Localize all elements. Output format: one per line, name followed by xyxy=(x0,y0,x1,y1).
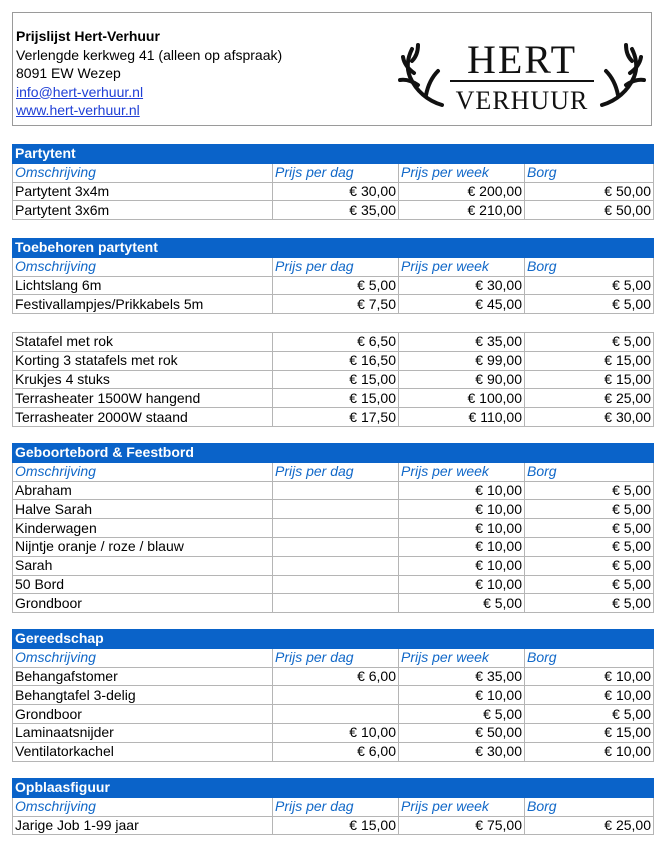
deposit: € 5,00 xyxy=(525,705,654,724)
price-per-day: € 15,00 xyxy=(273,816,399,835)
price-per-week: € 10,00 xyxy=(399,686,525,705)
price-per-week: € 30,00 xyxy=(399,742,525,761)
column-header-row xyxy=(13,797,654,816)
section-header-cell xyxy=(525,779,654,798)
item-description: Partytent 3x6m xyxy=(13,201,273,220)
table-row xyxy=(13,276,654,295)
column-header-row xyxy=(13,163,654,182)
item-description: Terrasheater 1500W hangend xyxy=(13,389,273,408)
table-row xyxy=(13,816,654,835)
deposit: € 15,00 xyxy=(525,351,654,370)
price-per-week: € 10,00 xyxy=(399,537,525,556)
item-description: Halve Sarah xyxy=(13,500,273,519)
deposit: € 10,00 xyxy=(525,742,654,761)
table-row xyxy=(13,519,654,538)
section-header-cell xyxy=(273,444,399,463)
price-per-day: € 7,50 xyxy=(273,295,399,314)
section-table xyxy=(12,144,654,220)
column-header: Prijs per week xyxy=(399,163,525,182)
column-header: Borg xyxy=(525,163,654,182)
section-header-row xyxy=(13,444,654,463)
website-link[interactable]: www.hert-verhuur.nl xyxy=(16,102,140,118)
deposit: € 5,00 xyxy=(525,295,654,314)
item-description: Lichtslang 6m xyxy=(13,276,273,295)
deposit: € 5,00 xyxy=(525,519,654,538)
deposit: € 5,00 xyxy=(525,575,654,594)
item-description: Terrasheater 2000W staand xyxy=(13,408,273,427)
section-header-cell xyxy=(399,239,525,258)
deposit: € 10,00 xyxy=(525,667,654,686)
section-header-cell xyxy=(273,239,399,258)
price-per-day xyxy=(273,575,399,594)
section-title: Gereedschap xyxy=(13,630,273,649)
table-row xyxy=(13,295,654,314)
column-header: Prijs per dag xyxy=(273,257,399,276)
column-header: Prijs per week xyxy=(399,257,525,276)
column-header: Omschrijving xyxy=(13,163,273,182)
deposit: € 25,00 xyxy=(525,389,654,408)
price-per-week: € 10,00 xyxy=(399,519,525,538)
price-per-week: € 5,00 xyxy=(399,594,525,613)
price-per-day: € 6,00 xyxy=(273,742,399,761)
column-header: Omschrijving xyxy=(13,257,273,276)
table-row xyxy=(13,370,654,389)
section-header-cell xyxy=(525,145,654,164)
item-description: Partytent 3x4m xyxy=(13,182,273,201)
price-per-day: € 6,00 xyxy=(273,667,399,686)
deposit: € 5,00 xyxy=(525,556,654,575)
table-row xyxy=(13,723,654,742)
item-description: Nijntje oranje / roze / blauw xyxy=(13,537,273,556)
column-header: Omschrijving xyxy=(13,797,273,816)
price-per-week: € 10,00 xyxy=(399,481,525,500)
price-per-week: € 30,00 xyxy=(399,276,525,295)
price-per-day xyxy=(273,481,399,500)
table-row xyxy=(13,500,654,519)
deposit: € 5,00 xyxy=(525,500,654,519)
column-header-row xyxy=(13,462,654,481)
section-table xyxy=(12,238,654,427)
table-row xyxy=(13,351,654,370)
section-header-row xyxy=(13,779,654,798)
price-per-day: € 17,50 xyxy=(273,408,399,427)
column-header: Prijs per dag xyxy=(273,163,399,182)
item-description: Statafel met rok xyxy=(13,332,273,351)
price-per-week: € 35,00 xyxy=(399,667,525,686)
section-title: Geboortebord & Feestbord xyxy=(13,444,273,463)
section-header-row xyxy=(13,630,654,649)
section-table xyxy=(12,443,654,613)
table-row xyxy=(13,332,654,351)
item-description: Behangtafel 3-delig xyxy=(13,686,273,705)
column-header: Prijs per dag xyxy=(273,797,399,816)
deposit: € 50,00 xyxy=(525,182,654,201)
item-description: Kinderwagen xyxy=(13,519,273,538)
section-header-cell xyxy=(525,630,654,649)
table-row xyxy=(13,481,654,500)
price-per-day xyxy=(273,556,399,575)
price-per-week: € 45,00 xyxy=(399,295,525,314)
table-row xyxy=(13,182,654,201)
spacer-row xyxy=(13,314,654,333)
section-header-cell xyxy=(399,779,525,798)
address-line: Verlengde kerkweg 41 (alleen op afspraak) xyxy=(16,46,283,63)
table-row xyxy=(13,389,654,408)
logo-text-hert: HERT xyxy=(466,37,578,82)
price-per-day xyxy=(273,519,399,538)
column-header: Prijs per week xyxy=(399,797,525,816)
item-description: 50 Bord xyxy=(13,575,273,594)
deposit: € 15,00 xyxy=(525,723,654,742)
logo-text-verhuur: VERHUUR xyxy=(455,86,589,115)
section-title: Opblaasfiguur xyxy=(13,779,273,798)
column-header: Prijs per week xyxy=(399,648,525,667)
item-description: Laminaatsnijder xyxy=(13,723,273,742)
item-description: Grondboor xyxy=(13,705,273,724)
hert-verhuur-logo xyxy=(398,33,646,123)
price-per-day: € 16,50 xyxy=(273,351,399,370)
item-description: Jarige Job 1-99 jaar xyxy=(13,816,273,835)
section-header-cell xyxy=(273,630,399,649)
antler-left-icon xyxy=(400,45,442,105)
price-per-week: € 75,00 xyxy=(399,816,525,835)
price-per-week: € 50,00 xyxy=(399,723,525,742)
price-per-day: € 15,00 xyxy=(273,389,399,408)
item-description: Abraham xyxy=(13,481,273,500)
section-header-cell xyxy=(399,145,525,164)
deposit: € 15,00 xyxy=(525,370,654,389)
price-per-day xyxy=(273,537,399,556)
deposit: € 5,00 xyxy=(525,276,654,295)
antler-right-icon xyxy=(602,45,644,105)
document-title: Prijslijst Hert-Verhuur xyxy=(16,28,160,44)
price-per-week: € 99,00 xyxy=(399,351,525,370)
deposit: € 5,00 xyxy=(525,481,654,500)
table-row xyxy=(13,408,654,427)
price-per-week: € 10,00 xyxy=(399,500,525,519)
price-per-day xyxy=(273,500,399,519)
price-per-week: € 10,00 xyxy=(399,556,525,575)
item-description: Korting 3 statafels met rok xyxy=(13,351,273,370)
table-row xyxy=(13,556,654,575)
table-row xyxy=(13,594,654,613)
column-header: Borg xyxy=(525,648,654,667)
deposit: € 50,00 xyxy=(525,201,654,220)
column-header-row xyxy=(13,648,654,667)
section-title: Partytent xyxy=(13,145,273,164)
deposit: € 10,00 xyxy=(525,686,654,705)
item-description: Festivallampjes/Prikkabels 5m xyxy=(13,295,273,314)
column-header: Prijs per week xyxy=(399,462,525,481)
item-description: Sarah xyxy=(13,556,273,575)
section-header-cell xyxy=(399,444,525,463)
deposit: € 25,00 xyxy=(525,816,654,835)
column-header-row xyxy=(13,257,654,276)
price-per-week: € 200,00 xyxy=(399,182,525,201)
deposit: € 5,00 xyxy=(525,332,654,351)
price-per-day: € 15,00 xyxy=(273,370,399,389)
table-row xyxy=(13,537,654,556)
column-header: Omschrijving xyxy=(13,462,273,481)
table-row xyxy=(13,575,654,594)
column-header: Borg xyxy=(525,462,654,481)
price-per-week: € 100,00 xyxy=(399,389,525,408)
section-header-row xyxy=(13,239,654,258)
item-description: Grondboor xyxy=(13,594,273,613)
deposit: € 5,00 xyxy=(525,594,654,613)
item-description: Behangafstomer xyxy=(13,667,273,686)
price-per-day: € 30,00 xyxy=(273,182,399,201)
column-header: Prijs per dag xyxy=(273,462,399,481)
section-header-cell xyxy=(399,630,525,649)
price-per-day: € 5,00 xyxy=(273,276,399,295)
price-per-week: € 90,00 xyxy=(399,370,525,389)
table-row xyxy=(13,742,654,761)
section-header-cell xyxy=(273,779,399,798)
price-per-day xyxy=(273,594,399,613)
price-per-week: € 5,00 xyxy=(399,705,525,724)
section-title: Toebehoren partytent xyxy=(13,239,273,258)
item-description: Ventilatorkachel xyxy=(13,742,273,761)
column-header: Borg xyxy=(525,797,654,816)
city-line: 8091 EW Wezep xyxy=(16,65,121,81)
table-row xyxy=(13,686,654,705)
email-link[interactable]: info@hert-verhuur.nl xyxy=(16,83,144,100)
price-per-day: € 35,00 xyxy=(273,201,399,220)
price-per-day: € 6,50 xyxy=(273,332,399,351)
column-header: Borg xyxy=(525,257,654,276)
price-per-week: € 35,00 xyxy=(399,332,525,351)
deposit: € 5,00 xyxy=(525,537,654,556)
price-per-day xyxy=(273,705,399,724)
table-row xyxy=(13,667,654,686)
section-header-row xyxy=(13,145,654,164)
contact-info xyxy=(16,27,282,120)
column-header: Omschrijving xyxy=(13,648,273,667)
price-per-day xyxy=(273,686,399,705)
column-header: Prijs per dag xyxy=(273,648,399,667)
table-row xyxy=(13,201,654,220)
price-per-week: € 10,00 xyxy=(399,575,525,594)
price-per-week: € 110,00 xyxy=(399,408,525,427)
header-box xyxy=(12,12,652,126)
table-row xyxy=(13,705,654,724)
price-per-week: € 210,00 xyxy=(399,201,525,220)
price-per-day: € 10,00 xyxy=(273,723,399,742)
section-table xyxy=(12,629,654,762)
deposit: € 30,00 xyxy=(525,408,654,427)
item-description: Krukjes 4 stuks xyxy=(13,370,273,389)
section-header-cell xyxy=(525,444,654,463)
section-header-cell xyxy=(525,239,654,258)
section-table xyxy=(12,778,654,835)
section-header-cell xyxy=(273,145,399,164)
